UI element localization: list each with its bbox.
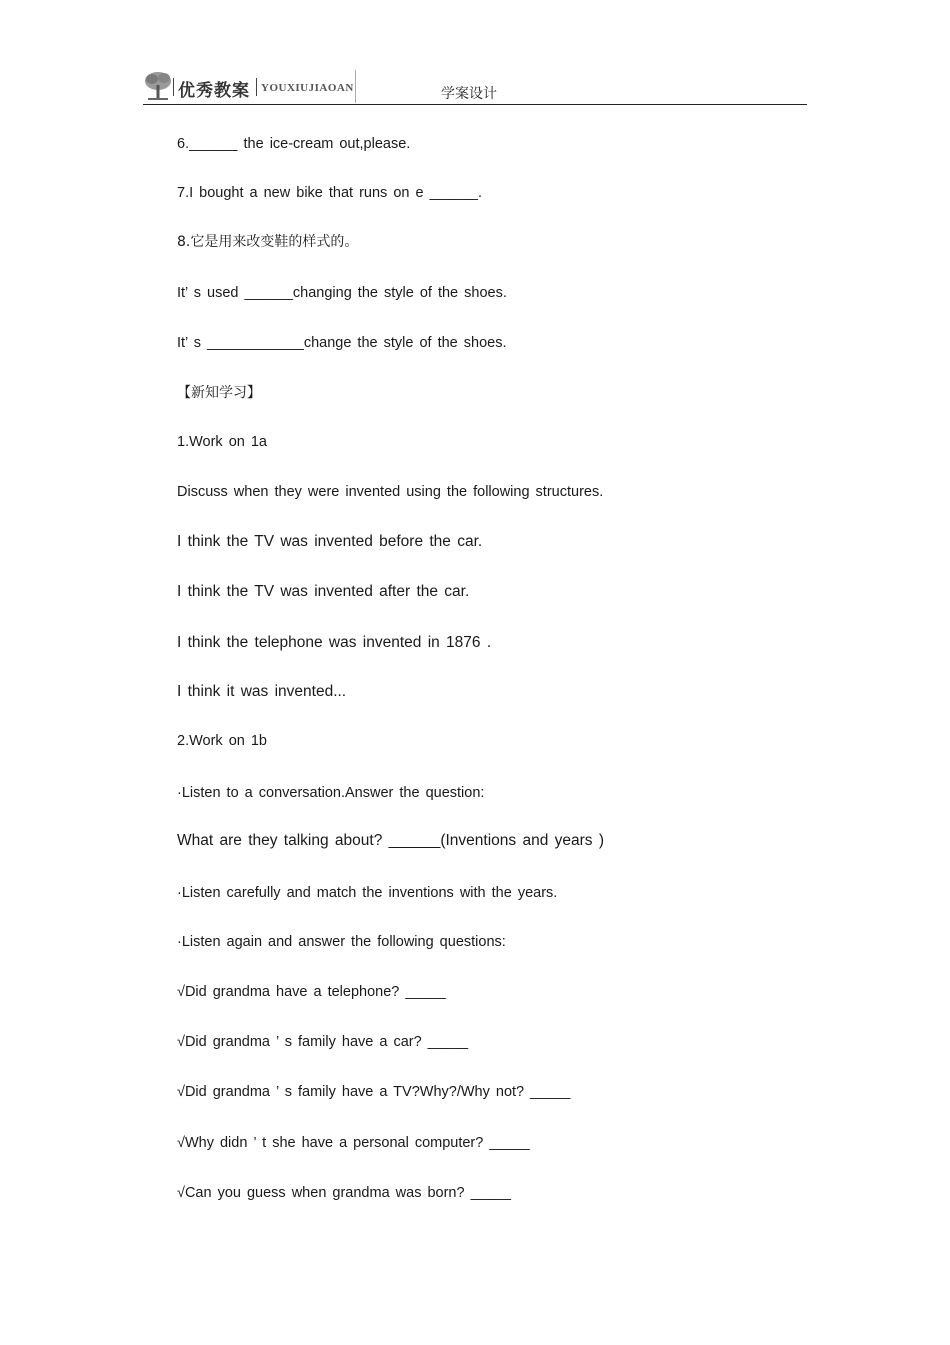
listening-instruction: ·Listen carefully and match the inventions with the years. [177,885,558,901]
structure-sentence: I think the telephone was invented in 1876 . [177,634,492,651]
logo-english-text: YOUXIUJIAOAN [261,82,354,94]
checklist-question: √Can you guess when grandma was born? _____ [177,1185,511,1201]
structure-sentence: I think the TV was invented after the car. [177,583,470,600]
logo-divider-left [173,78,174,96]
structure-sentence: I think the TV was invented before the car. [177,533,483,550]
listening-instruction: ·Listen to a conversation.Answer the question: [177,785,485,801]
exercise-line-6: 6.______ the ice-cream out,please. [177,136,411,152]
task-instruction-1a: Discuss when they were invented using the following structures. [177,484,604,500]
structure-sentence: I think it was invented... [177,683,347,700]
exercise-line-8a: It’ s used ______changing the style of the shoes. [177,285,507,301]
exercise-line-7: 7.I bought a new bike that runs on e ______. [177,185,482,201]
header-title: 学案设计 [441,86,497,102]
task-heading-1a: 1.Work on 1a [177,434,267,450]
checklist-question: √Why didn ’ t she have a personal computer? _____ [177,1135,530,1151]
checklist-question: √Did grandma ’ s family have a TV?Why?/Why not? _____ [177,1084,571,1100]
exercise-line-8b: It’ s ____________change the style of the shoes. [177,335,507,351]
logo-border [355,70,356,103]
logo-divider-right [256,78,257,96]
task-heading-1b: 2.Work on 1b [177,733,267,749]
checklist-question: √Did grandma ’ s family have a car? _____ [177,1034,469,1050]
section-heading-new-learning: 【新知学习】 [177,385,261,401]
listening-question: What are they talking about? ______(Inventions and years ) [177,832,605,849]
listening-instruction: ·Listen again and answer the following questions: [177,934,506,950]
page-header [143,70,807,105]
tree-logo-icon [143,70,173,102]
exercise-line-8-prompt: 8.它是用来改变鞋的样式的。 [177,234,359,250]
logo-chinese-text: 优秀教案 [178,81,250,101]
checklist-question: √Did grandma have a telephone? _____ [177,984,446,1000]
